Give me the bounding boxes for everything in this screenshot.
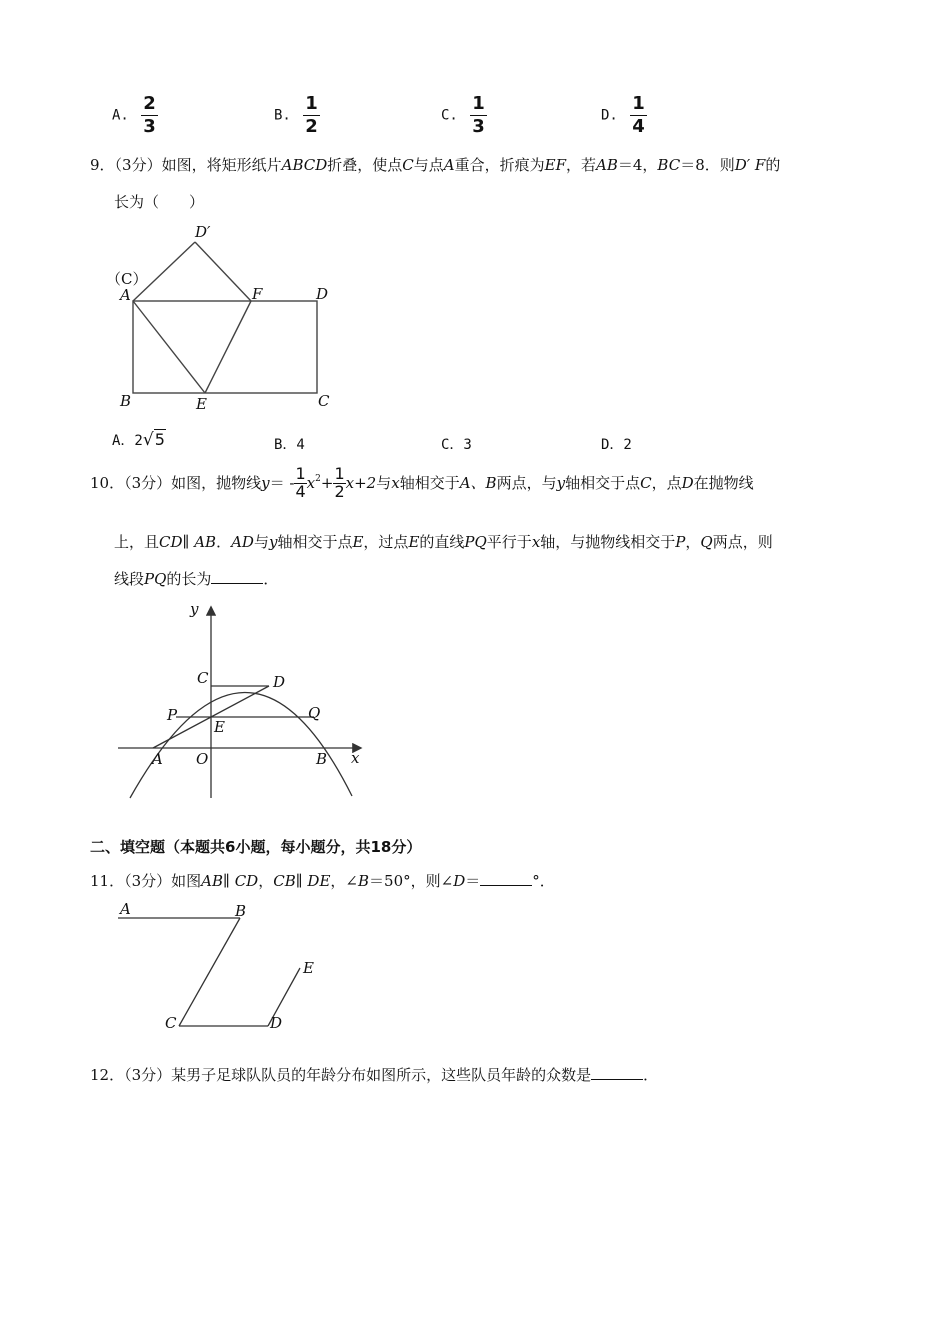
q9-var: D′ F (734, 156, 766, 174)
q10-text: ，点 (651, 474, 682, 492)
q8-option-d (601, 95, 647, 136)
q9-text: 与点 (413, 156, 444, 174)
q8-option-a-fraction (141, 95, 158, 136)
q10-line-1: 10．（3分）如图，抛物线y＝ - $\frac{1}{4}$ $x^2+$ $\frac{1}{2}$ x+2与x轴相交于A、B两点，与y轴相交于点C，点D在抛物线 (90, 464, 754, 501)
frac-denominator: 2 (334, 482, 345, 501)
q9-number: 9． (90, 156, 115, 174)
q9-text: 折叠，使点 (327, 156, 403, 174)
q10-label-q: Q (308, 704, 321, 722)
frac-numerator: 1 (295, 464, 306, 483)
q10-fraction-1 (294, 466, 306, 500)
q10-var: Q (700, 533, 713, 551)
q11-figure (110, 898, 340, 1038)
q9-label-f: F (252, 285, 263, 303)
q11-text: 如图 (171, 872, 202, 890)
q10-text: 两点，则 (712, 533, 773, 551)
frac-denominator: 4 (295, 482, 306, 501)
q9-segment-ae (133, 301, 205, 393)
q9-label-c-paren: （C） (106, 270, 148, 288)
q9-label-d: D (316, 285, 329, 303)
q10-var: D (681, 474, 694, 492)
frac-numerator: 1 (305, 93, 318, 114)
q9-line-2: 长为（ ） (114, 193, 205, 211)
q10-var: E (352, 533, 364, 551)
q11-answer-blank[interactable] (480, 871, 532, 886)
q10-text: 如图，抛物线 (171, 474, 262, 492)
q11-text: ＝50°，则∠ (369, 872, 454, 890)
q10-text: 轴相交于 (399, 474, 460, 492)
q10-var: y (556, 474, 566, 492)
q10-var: E (408, 533, 420, 551)
q11-var: B (358, 872, 370, 890)
q12-text: 某男子足球队队员的年龄分布如图所示，这些队员年龄的众数是 (171, 1066, 592, 1084)
q10-var: A、B (459, 474, 497, 492)
q10-text: 轴相交于点 (565, 474, 641, 492)
q11-var: CB∥ DE (273, 872, 331, 890)
q10-line-2 (114, 531, 773, 553)
q8-option-a (112, 95, 158, 136)
q10-var: x (391, 474, 400, 492)
frac-denominator: 4 (632, 116, 645, 137)
q11-label-c: C (165, 1014, 177, 1032)
q10-score: （3分） (124, 474, 172, 492)
q10-text: 的长为 (166, 570, 212, 588)
q9-segment-ef (205, 301, 251, 393)
q9-text: ＝8．则 (680, 156, 735, 174)
q10-text: 的直线 (419, 533, 465, 551)
q9-text: ＝4， (617, 156, 658, 174)
q11-label-d: D (270, 1014, 283, 1032)
q9-label-e: E (196, 395, 207, 413)
q9-line-1 (90, 154, 780, 176)
q8-option-b (274, 95, 320, 136)
frac-denominator: 3 (143, 116, 156, 137)
q12-line-1 (90, 1064, 658, 1086)
frac-numerator: 1 (632, 93, 645, 114)
q11-text: °． (532, 872, 555, 890)
q11-var: D (453, 872, 466, 890)
q9-text: 重合，折痕为 (454, 156, 545, 174)
q9-label-b: B (120, 392, 132, 410)
q12-number: 12． (90, 1066, 125, 1084)
q10-label-c: C (197, 669, 209, 687)
q10-label-a: A (152, 750, 163, 768)
q9-label-dprime: D′ (195, 223, 211, 241)
q10-var: PQ (464, 533, 487, 551)
q10-var: x (306, 474, 316, 492)
sqrt-radicand: 5 (154, 430, 165, 449)
q9-var: AB (596, 156, 618, 174)
q9-var: BC (657, 156, 681, 174)
q9-text: 的 (765, 156, 781, 174)
q10-fraction-2 (333, 466, 345, 500)
q12-text: ． (643, 1066, 659, 1084)
q11-text: ， (258, 872, 274, 890)
q10-var: x+2 (345, 474, 377, 492)
q9-option-b: B．4 (274, 437, 305, 453)
frac-denominator: 3 (472, 116, 485, 137)
q9-rectangle (133, 301, 317, 393)
q11-var: AB∥ CD (201, 872, 259, 890)
q10-label-y: y (190, 600, 199, 618)
q11-number: 11． (90, 872, 125, 890)
q10-text: 轴相交于点 (277, 533, 353, 551)
q9-label-c: C (318, 392, 330, 410)
q10-var: y (268, 533, 278, 551)
q10-var: y (261, 474, 270, 492)
q10-text: 与 (376, 474, 392, 492)
q10-label-b: B (316, 750, 328, 768)
q9-var: C (402, 156, 414, 174)
q11-text: ＝ (465, 872, 481, 890)
q10-text: ，过点 (363, 533, 409, 551)
q9-var: A (443, 156, 455, 174)
q8-option-a-label: A. (112, 107, 129, 124)
q12-score: （3分） (124, 1066, 172, 1084)
q9-option-a (112, 430, 166, 450)
frac-denominator: 2 (305, 116, 318, 137)
frac-numerator: 2 (143, 93, 156, 114)
q10-line-3 (114, 568, 278, 590)
q10-figure (110, 598, 370, 803)
q10-var: x (531, 533, 541, 551)
q10-text: 两点，与 (496, 474, 557, 492)
q8-option-d-fraction (630, 95, 647, 136)
q11-label-a: A (120, 900, 131, 918)
q10-label-d: D (273, 673, 286, 691)
q9-text: 如图，将矩形纸片 (161, 156, 282, 174)
q10-var: CD∥ AB (159, 533, 217, 551)
q10-label-o: O (196, 750, 209, 768)
q10-text: ． (263, 570, 279, 588)
q8-option-c-label: C. (441, 107, 458, 124)
q10-number: 10． (90, 474, 125, 492)
q11-text: ，∠ (330, 872, 358, 890)
q11-segment-bc (179, 918, 240, 1026)
q9-option-a-label: A．2 (112, 433, 143, 449)
q10-label-e: E (214, 718, 225, 736)
q8-option-c-fraction (470, 95, 487, 136)
q10-var: P (675, 533, 686, 551)
q8-option-b-fraction (303, 95, 320, 136)
section-2-title: 二、填空题（本题共6小题，每小题分，共18分） (90, 838, 422, 856)
frac-numerator: 1 (334, 464, 345, 483)
q10-text: 与 (253, 533, 269, 551)
q10-answer-blank[interactable] (211, 569, 263, 584)
sqrt-symbol: √5 (142, 430, 165, 450)
q10-label-x: x (351, 749, 360, 767)
q10-var: PQ (144, 570, 167, 588)
q9-label-a: A (120, 286, 131, 304)
q11-label-e: E (303, 959, 314, 977)
q11-label-b: B (235, 902, 247, 920)
q10-text: 轴，与抛物线相交于 (540, 533, 676, 551)
q9-figure (100, 218, 340, 418)
q10-text: 在抛物线 (693, 474, 754, 492)
q10-text: 上，且 (114, 533, 160, 551)
q10-text: 平行于 (486, 533, 532, 551)
q9-segment-d-prime-f (195, 242, 251, 301)
q8-option-c (441, 95, 487, 136)
q10-var: AD (231, 533, 254, 551)
q8-option-d-label: D. (601, 107, 618, 124)
q8-option-b-label: B. (274, 107, 291, 124)
q9-text: ，若 (565, 156, 596, 174)
q10-text: ． (216, 533, 232, 551)
q12-answer-blank[interactable] (591, 1065, 643, 1080)
q9-option-d: D．2 (601, 437, 632, 453)
q9-var: EF (544, 156, 566, 174)
q10-var: C (640, 474, 652, 492)
q10-text: + (320, 474, 334, 492)
q10-label-p: P (167, 706, 178, 724)
q11-score: （3分） (124, 872, 172, 890)
frac-numerator: 1 (472, 93, 485, 114)
q9-var: ABCD (281, 156, 328, 174)
q10-text: 线段 (114, 570, 145, 588)
q9-option-c: C．3 (441, 437, 472, 453)
q11-line-1 (90, 870, 555, 892)
q9-score: （3分） (114, 156, 162, 174)
q10-text: ＝ - (269, 474, 295, 492)
q10-text: ， (685, 533, 701, 551)
